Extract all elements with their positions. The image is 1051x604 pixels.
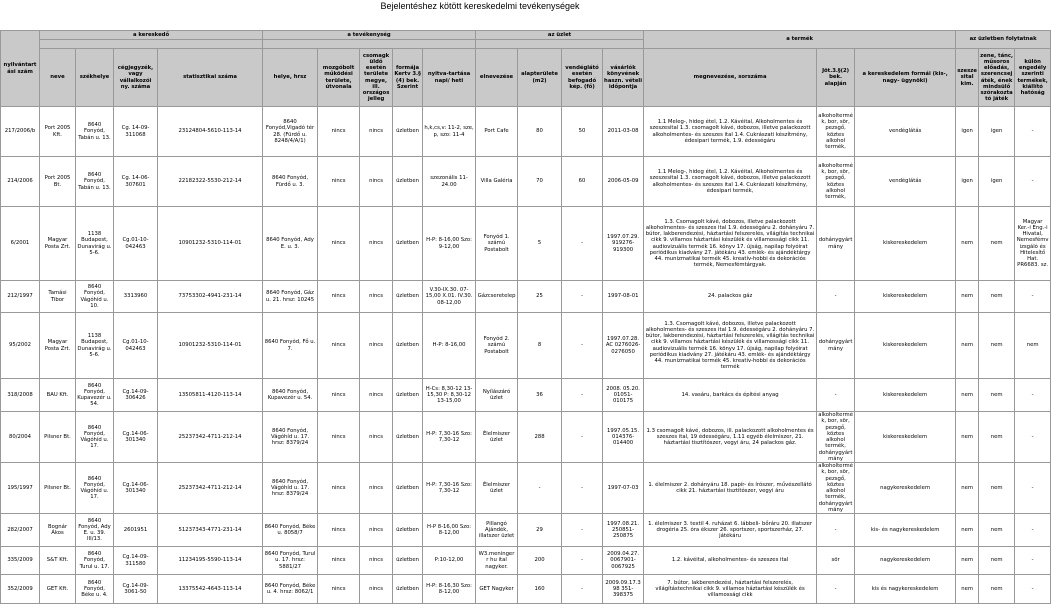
cell-kulon: - — [1015, 575, 1051, 604]
cell-ceg: Cg.14-06-301340 — [114, 412, 158, 463]
cell-formai: kiskereskedelem — [855, 379, 956, 412]
table-row — [1, 547, 1051, 575]
cell-alap: 36 — [518, 379, 562, 412]
cell-vend: - — [562, 281, 603, 313]
cell-zene: igen — [979, 157, 1015, 207]
cell-nyilv: 282/2007 — [1, 514, 40, 547]
cell-vasar: 2006-05-09 — [603, 157, 644, 207]
cell-kulon: - — [1015, 379, 1051, 412]
cell-szekhelye: 8640 Fonyód, Vágóhíd u. 17. — [76, 463, 114, 514]
cell-elnev: W3.meninger r hu ital nagyker. — [476, 547, 518, 575]
cell-szesz: nem — [956, 463, 979, 514]
cell-elnev: GET Nagyker — [476, 575, 518, 604]
group-termek: a termék — [644, 31, 956, 49]
header-kulon: külön engedély szerinti termékek, kiállító hatóság — [1015, 49, 1051, 107]
cell-jot: dohánygyártmány — [817, 207, 855, 281]
cell-csomag: nincs — [360, 207, 393, 281]
cell-jot: alkoholtermék, bor, sör, pezsgő, köztes alkohol termék, — [817, 157, 855, 207]
cell-megnev: 24. palackos gáz — [644, 281, 817, 313]
cell-alap: 25 — [518, 281, 562, 313]
cell-megnev: 1.2. kávéital, alkoholmentes- és szeszes ital — [644, 547, 817, 575]
group-folytatnak: az üzletben folytatnak — [956, 31, 1051, 49]
group-tevekenyseg: a tevékenység — [263, 31, 476, 40]
cell-helye: 8640 Fonyód, Fürdő u. 3. — [263, 157, 318, 207]
cell-elnev: Pillangó Ajándék, illatszer üzlet — [476, 514, 518, 547]
cell-elnev: Gázcseretelep — [476, 281, 518, 313]
cell-stat: 73753302-4941-231-14 — [158, 281, 263, 313]
cell-vasar: 1997.07.29. 919276-919300 — [603, 207, 644, 281]
cell-nyitva: szezonális 11-24.00 — [423, 157, 476, 207]
cell-szesz: igen — [956, 157, 979, 207]
cell-mozgo: nincs — [318, 575, 360, 604]
header-mozgobolt: mozgóbolt működési területe, útvonala — [318, 49, 360, 107]
cell-helye: 8640 Fonyód, Béke u. 8058/7 — [263, 514, 318, 547]
cell-vend: - — [562, 379, 603, 412]
cell-helye: 8640 Fonyód, Fő u. 7. — [263, 313, 318, 379]
cell-ceg: Cg.01-10-042463 — [114, 313, 158, 379]
table-row — [1, 463, 1051, 514]
cell-helye: 8640 Fonyód, Turul u. 17. hrsz: 5881/27 — [263, 547, 318, 575]
cell-megnev: 1.3. Csomagolt kávé, dobozos, illetve palackozott alkoholmentes- és szeszes ital 1.9. édességáru 2. dohányáru 7. bútor, lakberendezési, háztartási felszerelés, világítás technikai cikk 9. villamos háztartási készülék és villamossági cikk 11. audiovizuális termék 16. könyv 17. újság, napilap folyóirat periódikus kiadvány 27. játékáru 43. emlék- és ajándéktárgy 44. munizmatikai termék 45. kreatív-hobbi és dekorációs termék — [644, 313, 817, 379]
header-nyitva: nyitva-tartása napi/ heti — [423, 49, 476, 107]
group-uzlet: az üzlet — [476, 31, 644, 40]
cell-nyitva: H-P: 8-16,00 — [423, 313, 476, 379]
cell-stat: 22182322-5530-212-14 — [158, 157, 263, 207]
header-elnevezese: elnevezése — [476, 49, 518, 107]
cell-csomag: nincs — [360, 379, 393, 412]
header-formai: a kereskedelem formái (kis-, nagy- ügynöki) — [855, 49, 956, 107]
cell-vend: 50 — [562, 107, 603, 157]
cell-formai: kiskereskedelem — [855, 207, 956, 281]
cell-vasar: 2008. 05.20. 01051-010175 — [603, 379, 644, 412]
cell-csomag: nincs — [360, 463, 393, 514]
cell-jot: - — [817, 379, 855, 412]
header-alapterulete: alapterülete (m2) — [518, 49, 562, 107]
cell-helye: 8640 Fonyód, Vágóhíd u. 17. hrsz: 8379/24 — [263, 463, 318, 514]
table-row — [1, 207, 1051, 281]
cell-stat: 25237342-4711-212-14 — [158, 412, 263, 463]
cell-vend: - — [562, 207, 603, 281]
cell-vasar: 2009.04.27. 0067901-0067925 — [603, 547, 644, 575]
cell-jot: alkoholtermék, bor, sör, pezsgő, köztes alkohol termék, dohánygyártmány — [818, 463, 853, 513]
cell-megnev: 7. bútor, lakberendezési, háztartási felszerelés, világítástechnikai cikk 9. villamos háztartási készülék és villamossági cikk — [644, 575, 817, 604]
cell-jot: alkoholtermék, bor, sör, pezsgő, köztes alkohol termék, dohánygyártmány — [818, 412, 853, 462]
cell-alap: 288 — [518, 412, 562, 463]
header-neve: neve — [40, 49, 76, 107]
cell-szesz: nem — [956, 379, 979, 412]
cell-nyitva: H-P: 8-16,00 Szo: 9-12,00 — [423, 207, 476, 281]
cell-vasar: 1997-07-03 — [603, 463, 644, 514]
cell-zene: nem — [979, 514, 1015, 547]
cell-vend: - — [562, 412, 603, 463]
cell-megnev: 1.3. Csomagolt kávé, dobozos, illetve palackozott alkoholmentes- és szeszes ital 1.9. édességáru 2. dohányáru 7. bútor, lakberendezési, háztartási felszerelés, világítás technikai cikk 9. villamos háztartási készülék és villamossági cikk 11. audiovizuális termék 16. könyv 17. újság, napilap folyóirat periódikus kiadvány 27. játékáru 43. emlék- és ajándéktárgy 44. munizmatikai termék 45. kreatív-hobbi és dekorációs termék, Nemesfémtárgyak. — [644, 207, 817, 281]
table-row — [1, 107, 1051, 157]
cell-formai: kiskereskedelem — [855, 281, 956, 313]
cell-forma: üzletben — [393, 547, 423, 575]
cell-forma: üzletben — [393, 575, 423, 604]
cell-szekhelye: 8640 Fonyód, Ady E. u. 39. III/13. — [76, 514, 114, 547]
cell-szesz: nem — [956, 313, 979, 379]
table-row — [1, 514, 1051, 547]
cell-csomag: nincs — [360, 107, 393, 157]
cell-ceg: Cg. 14-06-307601 — [114, 157, 158, 207]
cell-mozgo: nincs — [318, 379, 360, 412]
cell-zene: igen — [979, 107, 1015, 157]
cell-csomag: nincs — [360, 514, 393, 547]
cell-elnev: Port Cafe — [476, 107, 518, 157]
header-szeszes: szeszesital kim. — [956, 49, 979, 107]
cell-vend: - — [562, 575, 603, 604]
cell-stat: 23124804-5610-113-14 — [158, 107, 263, 157]
cell-nyilv: 212/1997 — [1, 281, 40, 313]
cell-mozgo: nincs — [318, 412, 360, 463]
cell-elnev: Élelmiszer üzlet — [476, 463, 518, 514]
cell-csomag: nincs — [360, 281, 393, 313]
cell-formai: kis- és nagykereskedelem — [855, 514, 956, 547]
cell-csomag: nincs — [360, 313, 393, 379]
cell-stat: 11234195-5590-113-14 — [158, 547, 263, 575]
cell-forma: üzletben — [393, 379, 423, 412]
cell-vasar: 1997.08.21. 250851-250875 — [603, 514, 644, 547]
header-szekhelye: székhelye — [76, 49, 114, 107]
cell-vasar: 1997.07.28. AC 0276026-0276050 — [603, 313, 644, 379]
cell-neve: Tamási Tibor — [40, 281, 76, 313]
cell-nyilv: 6/2001 — [1, 207, 40, 281]
cell-ceg: Cg. 14-09-311068 — [114, 107, 158, 157]
cell-ceg: Cg.14-06-301340 — [114, 463, 158, 514]
header-formaja: formája Kertv 3.§ (4) bek. Szerint — [393, 49, 423, 107]
cell-szesz: igen — [956, 107, 979, 157]
cell-stat: 13375542-4643-113-14 — [158, 575, 263, 604]
cell-kulon: - — [1015, 412, 1051, 463]
table-row — [1, 313, 1051, 379]
cell-formai: vendéglátás — [855, 107, 956, 157]
cell-mozgo: nincs — [318, 463, 360, 514]
table-row — [1, 412, 1051, 463]
header-helye: helye, hrsz — [263, 49, 318, 107]
header-spacer-tevekenyseg — [263, 40, 476, 49]
cell-ceg: Cg.14-09-3061-50 — [114, 575, 158, 604]
cell-nyitva: H-P 8-16,00 Szo: 8-12,00 — [423, 514, 476, 547]
cell-helye: 8640 Fonyód, Béke u. 4. hrsz: 8062/1 — [263, 575, 318, 604]
cell-vasar: 2009.09.17.398 351-398375 — [603, 575, 644, 604]
cell-jot: - — [817, 575, 855, 604]
cell-neve: Magyar Posta Zrt. — [40, 207, 76, 281]
cell-neve: Magyar Posta Zrt. — [40, 313, 76, 379]
cell-alap: 160 — [518, 575, 562, 604]
cell-neve: Bognár Ákos — [40, 514, 76, 547]
cell-zene: nem — [979, 281, 1015, 313]
cell-kulon: nem — [1015, 313, 1051, 379]
cell-helye: 8640 Fonyód, Vágóhíd u. 17. hrsz: 8379/24 — [263, 412, 318, 463]
header-spacer-uzlet — [476, 40, 644, 49]
cell-szekhelye: 1138 Budapest, Dunavirág u. 5-6. — [76, 207, 114, 281]
cell-zene: nem — [979, 463, 1015, 514]
cell-mozgo: nincs — [318, 107, 360, 157]
cell-forma: üzletben — [393, 412, 423, 463]
cell-mozgo: nincs — [318, 157, 360, 207]
cell-szekhelye: 8640 Fonyód, Tabán u. 13. — [76, 107, 114, 157]
cell-zene: nem — [979, 575, 1015, 604]
cell-neve: Port 2005 Bt. — [40, 157, 76, 207]
header-vasarlok: vásárlók könyvének haszn. vételi időpontja — [603, 49, 644, 107]
cell-nyilv: 318/2008 — [1, 379, 40, 412]
cell-zene: nem — [979, 313, 1015, 379]
cell-vasar: 1997.05.15. 014376-014400 — [603, 412, 644, 463]
cell-vend: - — [562, 547, 603, 575]
cell-kulon: - — [1015, 281, 1051, 313]
cell-szekhelye: 8640 Fonyód, Turul u. 17. — [76, 547, 114, 575]
cell-forma: üzletben — [393, 107, 423, 157]
cell-jot: alkoholtermék, bor, sör, pezsgő, köztes alkohol termék, — [817, 107, 855, 157]
cell-kulon: Magyar Ker.-i Eng.-i Hivatal, Nemesfémvizsgáló és Hitelesítő Hat. PR6683. sz. — [1015, 207, 1051, 281]
cell-vasar: 1997-08-01 — [603, 281, 644, 313]
cell-elnev: Nyílászáró üzlet — [476, 379, 518, 412]
header-spacer-kereskedo — [40, 40, 263, 49]
table-row — [1, 157, 1051, 207]
cell-nyitva: H-P: 7,30-16 Szo: 7,30-12 — [423, 463, 476, 514]
cell-ceg: Cg.01-10-042463 — [114, 207, 158, 281]
cell-forma: üzletben — [393, 157, 423, 207]
header-csomagkuldo: csomagküldő esetén területe megye, ill. országos jelleg — [360, 49, 393, 107]
cell-szesz: nem — [956, 281, 979, 313]
cell-stat: 10901232-5310-114-01 — [158, 207, 263, 281]
cell-formai: nagykereskedelem — [855, 463, 956, 514]
cell-vasar: 2011-03-08 — [603, 107, 644, 157]
header-megnevezese: megnevezése, sorszáma — [644, 49, 817, 107]
cell-mozgo: nincs — [318, 313, 360, 379]
cell-ceg: Cg.14-09-311580 — [114, 547, 158, 575]
cell-forma: üzletben — [393, 514, 423, 547]
cell-nyilv: 335/2009 — [1, 547, 40, 575]
cell-vend: - — [562, 514, 603, 547]
cell-jot: dohánygyártmány — [817, 313, 855, 379]
cell-kulon: - — [1015, 107, 1051, 157]
cell-szekhelye: 8640 Fonyód, Kupavezér u. 54. — [76, 379, 114, 412]
cell-neve: Port 2005 Kft. — [40, 107, 76, 157]
table-row — [1, 379, 1051, 412]
cell-stat: 25237342-4711-212-14 — [158, 463, 263, 514]
cell-szesz: nem — [956, 412, 979, 463]
cell-stat: 13505811-4120-113-14 — [158, 379, 263, 412]
cell-neve: GET Kft. — [40, 575, 76, 604]
cell-elnev: Villa Galéria — [476, 157, 518, 207]
cell-forma: üzletben — [393, 207, 423, 281]
cell-megnev: 1. élelmiszer 3. textil 4. ruházat 6. lábbeli- bőráru 20. illatszer drogéria 25. óra ékszer 26. sportszer, sportszerház, 27. játékáru — [644, 514, 817, 547]
cell-vend: - — [562, 463, 603, 514]
register-table — [0, 30, 1051, 604]
cell-jot: sör — [817, 547, 855, 575]
cell-nyitva: H-P: 8-16,30 Szo: 8-12,00 — [423, 575, 476, 604]
header-vendeglato: vendéglátó esetén befogadó kép. (fő) — [562, 49, 603, 107]
cell-nyitva: H-P: 7,30-16 Szo: 7,30-12 — [423, 412, 476, 463]
cell-szesz: nem — [956, 547, 979, 575]
cell-szekhelye: 8640 Fonyód, Tabán u. 13. — [76, 157, 114, 207]
page-title: Bejelentéshez kötött kereskedelmi tevékenységek — [380, 1, 580, 11]
header-statisztikai: statisztikai száma — [158, 49, 263, 107]
table-row — [1, 281, 1051, 313]
cell-mozgo: nincs — [318, 281, 360, 313]
group-kereskedo: a kereskedő — [40, 31, 263, 40]
cell-jot: - — [817, 281, 855, 313]
cell-jot: - — [817, 514, 855, 547]
cell-alap: - — [518, 463, 562, 514]
cell-ceg: 2601951 — [114, 514, 158, 547]
cell-ceg: 3313960 — [114, 281, 158, 313]
cell-kulon: - — [1015, 514, 1051, 547]
cell-alap: 80 — [518, 107, 562, 157]
header-cegjegyzek: cégjegyzék, vagy vállalkozói ny. száma — [114, 49, 158, 107]
cell-megnev: 1.3 csomagolt kávé, dobozos, ill. palackozott alkoholmentes és szeszes ital, 19 édességáru, 1.11 egyéb élelmiszer, 21. háztartási tisztítószer, vegyi áru, 24 palackos gáz. — [644, 412, 817, 463]
cell-mozgo: nincs — [318, 547, 360, 575]
cell-neve: Pilsner Bt. — [40, 412, 76, 463]
cell-nyilv: 217/2006/b — [1, 107, 40, 157]
cell-nyitva: V.30-IX.30. 07-15,00 X.01. IV.30. 08-12,00 — [423, 281, 476, 313]
cell-nyitva: P:10-12,00 — [423, 547, 476, 575]
cell-elnev: Élelmiszer üzlet — [476, 412, 518, 463]
cell-nyilv: 95/2002 — [1, 313, 40, 379]
table-row — [1, 575, 1051, 604]
cell-alap: 8 — [518, 313, 562, 379]
cell-stat: 10901232-5310-114-01 — [158, 313, 263, 379]
cell-formai: vendéglátás — [855, 157, 956, 207]
cell-alap: 5 — [518, 207, 562, 281]
cell-csomag: nincs — [360, 157, 393, 207]
cell-neve: BAU Kft. — [40, 379, 76, 412]
cell-alap: 70 — [518, 157, 562, 207]
cell-nyilv: 352/2009 — [1, 575, 40, 604]
cell-megnev: 1.1 Meleg-, hideg étel, 1.2. Kávéital, Alkoholmentes és szeszesital 1.3. csomagolt kávé, dobozos, illetve palackozott alkoholmentes- és szeszes ital 1.4. Cukrászati készítmény, édesipari termék, 1.9. édességáru — [644, 107, 817, 157]
cell-mozgo: nincs — [318, 514, 360, 547]
cell-zene: nem — [979, 412, 1015, 463]
cell-alap: 29 — [518, 514, 562, 547]
header-nyilv: nyilvántartási szám — [1, 31, 40, 107]
cell-ceg: Cg.14-09-306426 — [114, 379, 158, 412]
cell-nyilv: 195/1997 — [1, 463, 40, 514]
cell-csomag: nincs — [360, 575, 393, 604]
cell-csomag: nincs — [360, 547, 393, 575]
cell-helye: 8640 Fonyód,Vigadó tér 28. (Fürdő u. 8248/4/A/1) — [263, 107, 318, 157]
header-jot: Jöt.3.§(2) bek. alapján — [817, 49, 855, 107]
cell-zene: nem — [979, 547, 1015, 575]
cell-mozgo: nincs — [318, 207, 360, 281]
cell-szesz: nem — [956, 207, 979, 281]
cell-megnev: 1.1 Meleg-, hideg étel, 1.2. Kávéital, Alkoholmentes és szeszesital 1.3. csomagolt kávé, dobozos, illetve palackozott alkoholmentes- és szeszes ital 1.4. Cukrászati készítmény, édesipari termék, — [644, 157, 817, 207]
cell-vend: - — [562, 313, 603, 379]
cell-kulon: - — [1015, 463, 1051, 514]
cell-szesz: nem — [956, 514, 979, 547]
cell-szekhelye: 8640 Fonyód, Vágóhíd u. 17. — [76, 412, 114, 463]
cell-elnev: Fonyód 2. számú Postabolt — [476, 313, 518, 379]
cell-csomag: nincs — [360, 412, 393, 463]
cell-forma: üzletben — [393, 313, 423, 379]
cell-szekhelye: 1138 Budapest, Dunavirág u. 5-6. — [76, 313, 114, 379]
cell-nyilv: 80/2004 — [1, 412, 40, 463]
cell-forma: üzletben — [393, 281, 423, 313]
cell-nyitva: h,k,cs,v: 11-2, sze, p, szo: 11-4 — [423, 107, 476, 157]
cell-vend: 60 — [562, 157, 603, 207]
cell-helye: 8640 Fonyód, Kupavezér u. 54. — [263, 379, 318, 412]
cell-formai: kiskereskedelem — [855, 412, 956, 463]
cell-megnev: 14. vasáru, barkács és építési anyag — [644, 379, 817, 412]
cell-kulon: - — [1015, 157, 1051, 207]
cell-forma: üzletben — [393, 463, 423, 514]
cell-szekhelye: 8640 Fonyód, Vágóhíd u. 10. — [76, 281, 114, 313]
cell-kulon: - — [1015, 547, 1051, 575]
header-zene: zene, tánc, műsoros előadás, szerencsejáték, ének mindsülő szórakoztató játék — [979, 49, 1015, 107]
cell-formai: nagykereskedelem — [855, 547, 956, 575]
cell-szesz: nem — [956, 575, 979, 604]
cell-formai: kis és nagykereskedelem — [855, 575, 956, 604]
cell-zene: nem — [979, 207, 1015, 281]
cell-stat: 51237343-4771-231-14 — [158, 514, 263, 547]
cell-helye: 8640 Fonyód, Gáz u. 21. hrsz: 10245 — [263, 281, 318, 313]
cell-helye: 8640 Fonyód, Ady E. u. 3. — [263, 207, 318, 281]
cell-szekhelye: 8640 Fonyód, Béke u. 4. — [76, 575, 114, 604]
cell-formai: kiskereskedelem — [855, 313, 956, 379]
cell-nyitva: H-Cs: 8,30-12 13-15,30 P: 8,30-12 13-15,00 — [423, 379, 476, 412]
cell-elnev: Fonyód 1. számú Postabolt — [476, 207, 518, 281]
cell-megnev: 1. élelmiszer 2. dohányáru 18. papír- és írószer, művészellátó cikk 21. háztartási tisztítószer, vegyi áru — [644, 463, 817, 514]
cell-neve: Pilsner Bt. — [40, 463, 76, 514]
cell-alap: 200 — [518, 547, 562, 575]
cell-nyilv: 214/2006 — [1, 157, 40, 207]
cell-zene: nem — [979, 379, 1015, 412]
cell-neve: S&T Kft. — [40, 547, 76, 575]
